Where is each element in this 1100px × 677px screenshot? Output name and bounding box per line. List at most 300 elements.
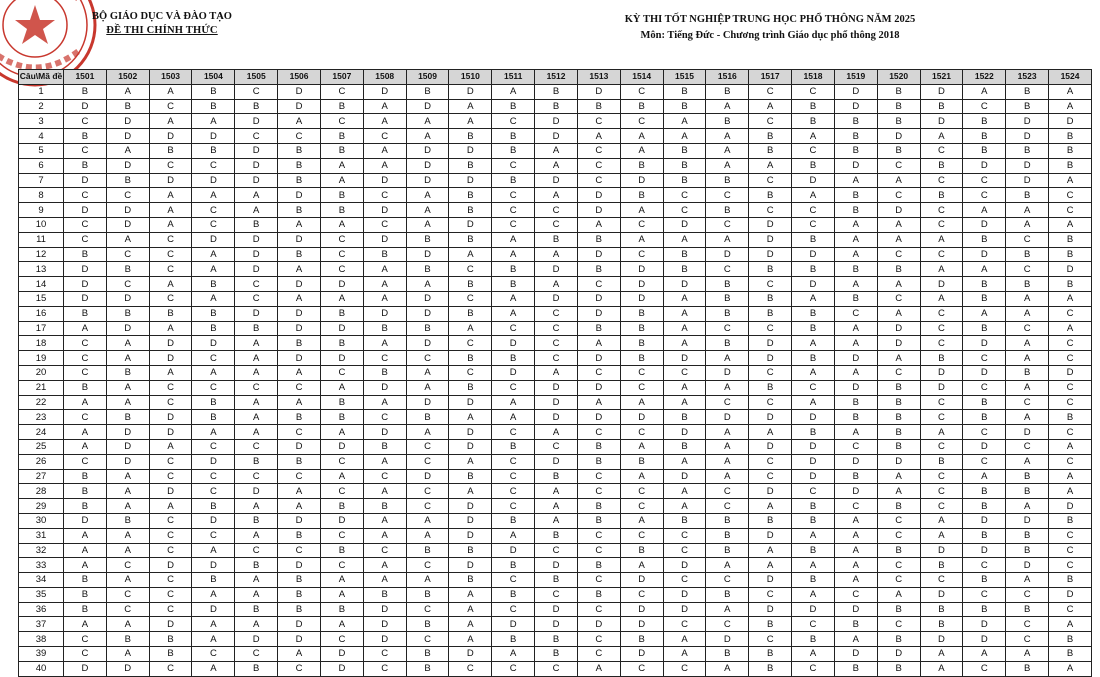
- answer-cell: D: [449, 143, 492, 158]
- answer-cell: B: [149, 306, 192, 321]
- answer-cell: A: [192, 587, 235, 602]
- answer-cell: B: [1006, 365, 1049, 380]
- answer-cell: B: [706, 528, 749, 543]
- answer-cell: B: [706, 306, 749, 321]
- answer-cell: A: [620, 439, 663, 454]
- answer-cell: B: [64, 129, 107, 144]
- answer-cell: B: [749, 129, 792, 144]
- question-number-cell: 32: [19, 543, 64, 558]
- answer-cell: B: [192, 499, 235, 514]
- answer-cell: D: [877, 203, 920, 218]
- answer-cell: C: [192, 484, 235, 499]
- answer-cell: D: [663, 217, 706, 232]
- answer-cell: A: [106, 143, 149, 158]
- answer-cell: D: [792, 602, 835, 617]
- answer-cell: B: [320, 306, 363, 321]
- answer-cell: C: [920, 439, 963, 454]
- answer-cell: B: [877, 395, 920, 410]
- answer-cell: B: [406, 262, 449, 277]
- answer-cell: B: [235, 217, 278, 232]
- table-row: [19, 365, 1092, 380]
- answer-cell: D: [406, 173, 449, 188]
- answer-cell: B: [963, 232, 1006, 247]
- question-number-cell: 33: [19, 558, 64, 573]
- table-row: [19, 602, 1092, 617]
- answer-cell: A: [1006, 454, 1049, 469]
- answer-cell: B: [663, 247, 706, 262]
- answer-cell: C: [920, 247, 963, 262]
- question-number-cell: 2: [19, 99, 64, 114]
- answer-cell: A: [535, 247, 578, 262]
- answer-cell: C: [449, 661, 492, 676]
- answer-cell: B: [577, 558, 620, 573]
- answer-cell: B: [620, 632, 663, 647]
- answer-cell: B: [792, 158, 835, 173]
- answer-cell: A: [235, 336, 278, 351]
- answer-cell: D: [278, 277, 321, 292]
- answer-cell: A: [834, 425, 877, 440]
- table-row: [19, 173, 1092, 188]
- answer-cell: D: [278, 439, 321, 454]
- answer-cell: A: [192, 661, 235, 676]
- answer-cell: C: [492, 573, 535, 588]
- answer-cell: A: [106, 232, 149, 247]
- answer-cell: D: [1049, 114, 1092, 129]
- answer-cell: B: [64, 484, 107, 499]
- answer-cell: A: [1006, 499, 1049, 514]
- answer-cell: D: [235, 114, 278, 129]
- answer-cell: B: [1006, 469, 1049, 484]
- answer-cell: B: [963, 277, 1006, 292]
- answer-cell: D: [663, 587, 706, 602]
- answer-cell: B: [706, 277, 749, 292]
- answer-cell: A: [64, 439, 107, 454]
- answer-cell: C: [749, 277, 792, 292]
- answer-cell: A: [749, 158, 792, 173]
- exam-code-header: 1513: [577, 70, 620, 85]
- answer-cell: C: [1049, 543, 1092, 558]
- answer-cell: A: [920, 232, 963, 247]
- answer-cell: D: [706, 632, 749, 647]
- answer-cell: C: [235, 469, 278, 484]
- answer-cell: C: [535, 217, 578, 232]
- answer-cell: A: [492, 306, 535, 321]
- answer-cell: A: [535, 143, 578, 158]
- answer-cell: B: [792, 632, 835, 647]
- answer-cell: A: [577, 395, 620, 410]
- answer-cell: A: [1006, 306, 1049, 321]
- answer-cell: D: [834, 454, 877, 469]
- answer-cell: B: [663, 84, 706, 99]
- answer-cell: B: [920, 602, 963, 617]
- answer-cell: B: [620, 543, 663, 558]
- answer-cell: B: [149, 632, 192, 647]
- answer-cell: D: [792, 454, 835, 469]
- answer-cell: B: [535, 573, 578, 588]
- answer-cell: D: [278, 306, 321, 321]
- answer-cell: C: [792, 84, 835, 99]
- answer-cell: B: [449, 129, 492, 144]
- answer-cell: C: [877, 528, 920, 543]
- answer-cell: A: [192, 262, 235, 277]
- answer-cell: C: [278, 661, 321, 676]
- answer-cell: D: [792, 277, 835, 292]
- answer-cell: B: [192, 321, 235, 336]
- answer-cell: C: [577, 647, 620, 662]
- answer-cell: D: [192, 232, 235, 247]
- answer-cell: D: [406, 291, 449, 306]
- answer-cell: B: [363, 247, 406, 262]
- document-status: ĐỀ THI CHÍNH THỨC: [106, 25, 218, 36]
- answer-cell: C: [320, 558, 363, 573]
- answer-cell: B: [749, 143, 792, 158]
- answer-cell: D: [363, 602, 406, 617]
- exam-code-header: 1505: [235, 70, 278, 85]
- answer-cell: B: [706, 336, 749, 351]
- answer-cell: C: [320, 232, 363, 247]
- answer-cell: A: [792, 336, 835, 351]
- question-number-cell: 4: [19, 129, 64, 144]
- answer-cell: B: [963, 602, 1006, 617]
- answer-cell: D: [106, 425, 149, 440]
- answer-cell: A: [449, 114, 492, 129]
- answer-cell: D: [449, 173, 492, 188]
- answer-cell: C: [663, 365, 706, 380]
- answer-cell: C: [235, 439, 278, 454]
- answer-cell: C: [749, 395, 792, 410]
- answer-cell: B: [620, 158, 663, 173]
- question-number-cell: 36: [19, 602, 64, 617]
- answer-cell: D: [1049, 365, 1092, 380]
- answer-cell: A: [834, 247, 877, 262]
- answer-cell: D: [449, 217, 492, 232]
- answer-cell: A: [1006, 336, 1049, 351]
- answer-cell: B: [235, 661, 278, 676]
- answer-cell: B: [877, 99, 920, 114]
- answer-cell: B: [192, 84, 235, 99]
- answer-cell: D: [192, 602, 235, 617]
- answer-cell: A: [706, 558, 749, 573]
- answer-cell: D: [535, 395, 578, 410]
- answer-cell: D: [235, 143, 278, 158]
- answer-cell: D: [64, 262, 107, 277]
- exam-code-header: 1521: [920, 70, 963, 85]
- answer-cell: C: [278, 129, 321, 144]
- answer-cell: C: [106, 188, 149, 203]
- answer-cell: B: [449, 351, 492, 366]
- answer-cell: B: [706, 114, 749, 129]
- answer-cell: D: [706, 410, 749, 425]
- answer-cell: D: [877, 129, 920, 144]
- answer-cell: C: [877, 291, 920, 306]
- answer-cell: A: [1006, 291, 1049, 306]
- answer-cell: D: [1049, 262, 1092, 277]
- answer-cell: B: [834, 129, 877, 144]
- answer-cell: A: [406, 114, 449, 129]
- answer-cell: A: [1049, 617, 1092, 632]
- answer-cell: B: [1006, 143, 1049, 158]
- answer-cell: A: [834, 513, 877, 528]
- answer-cell: B: [235, 321, 278, 336]
- question-number-cell: 34: [19, 573, 64, 588]
- question-number-cell: 18: [19, 336, 64, 351]
- table-row: [19, 587, 1092, 602]
- answer-cell: C: [64, 336, 107, 351]
- answer-cell: C: [406, 439, 449, 454]
- answer-cell: C: [192, 158, 235, 173]
- answer-cell: B: [192, 99, 235, 114]
- answer-cell: B: [749, 661, 792, 676]
- answer-cell: D: [663, 469, 706, 484]
- answer-cell: B: [363, 321, 406, 336]
- answer-cell: D: [363, 425, 406, 440]
- answer-cell: C: [834, 499, 877, 514]
- answer-cell: D: [106, 661, 149, 676]
- answer-cell: B: [577, 321, 620, 336]
- answer-cell: C: [620, 217, 663, 232]
- answer-cell: A: [1006, 380, 1049, 395]
- answer-cell: D: [492, 543, 535, 558]
- answer-cell: C: [535, 587, 578, 602]
- answer-cell: D: [963, 247, 1006, 262]
- answer-cell: B: [963, 395, 1006, 410]
- answer-cell: D: [149, 484, 192, 499]
- answer-cell: C: [149, 543, 192, 558]
- answer-cell: C: [1049, 602, 1092, 617]
- answer-cell: A: [706, 602, 749, 617]
- answer-cell: C: [620, 425, 663, 440]
- answer-cell: C: [1049, 528, 1092, 543]
- answer-cell: D: [106, 129, 149, 144]
- answer-cell: D: [64, 277, 107, 292]
- answer-cell: B: [278, 602, 321, 617]
- answer-cell: A: [792, 365, 835, 380]
- exam-code-header: 1501: [64, 70, 107, 85]
- answer-cell: A: [620, 395, 663, 410]
- answer-cell: C: [235, 129, 278, 144]
- answer-cell: D: [620, 617, 663, 632]
- table-row: [19, 291, 1092, 306]
- answer-cell: C: [406, 484, 449, 499]
- answer-cell: A: [192, 617, 235, 632]
- question-number-cell: 8: [19, 188, 64, 203]
- answer-cell: A: [663, 306, 706, 321]
- exam-code-header: 1509: [406, 70, 449, 85]
- answer-cell: C: [235, 277, 278, 292]
- answer-cell: C: [749, 114, 792, 129]
- answer-cell: B: [877, 425, 920, 440]
- answer-cell: A: [749, 99, 792, 114]
- answer-cell: A: [320, 291, 363, 306]
- answer-cell: A: [320, 380, 363, 395]
- answer-cell: B: [320, 99, 363, 114]
- table-row: [19, 454, 1092, 469]
- answer-cell: C: [920, 143, 963, 158]
- answer-cell: A: [577, 129, 620, 144]
- answer-cell: C: [963, 351, 1006, 366]
- answer-cell: B: [235, 558, 278, 573]
- answer-cell: C: [406, 632, 449, 647]
- answer-cell: C: [106, 558, 149, 573]
- answer-cell: A: [106, 617, 149, 632]
- answer-cell: D: [963, 617, 1006, 632]
- answer-cell: A: [363, 262, 406, 277]
- answer-cell: C: [920, 217, 963, 232]
- answer-cell: B: [1006, 84, 1049, 99]
- answer-cell: A: [920, 647, 963, 662]
- table-row: [19, 232, 1092, 247]
- answer-cell: D: [877, 336, 920, 351]
- answer-cell: D: [535, 129, 578, 144]
- answer-cell: D: [663, 602, 706, 617]
- answer-cell: A: [149, 114, 192, 129]
- answer-cell: B: [406, 587, 449, 602]
- answer-cell: B: [106, 306, 149, 321]
- answer-cell: B: [64, 306, 107, 321]
- answer-cell: A: [706, 351, 749, 366]
- answer-cell: C: [1049, 351, 1092, 366]
- answer-cell: A: [1049, 439, 1092, 454]
- answer-cell: A: [363, 143, 406, 158]
- answer-cell: B: [64, 380, 107, 395]
- answer-cell: C: [363, 647, 406, 662]
- answer-cell: B: [64, 602, 107, 617]
- table-row: [19, 336, 1092, 351]
- answer-cell: C: [706, 395, 749, 410]
- answer-cell: B: [620, 306, 663, 321]
- answer-cell: B: [492, 262, 535, 277]
- answer-cell: C: [363, 543, 406, 558]
- answer-cell: B: [1049, 247, 1092, 262]
- answer-cell: B: [406, 232, 449, 247]
- answer-cell: C: [149, 513, 192, 528]
- answer-cell: B: [492, 439, 535, 454]
- answer-cell: C: [877, 573, 920, 588]
- answer-cell: D: [834, 351, 877, 366]
- answer-cell: A: [64, 558, 107, 573]
- exam-subject: Môn: Tiếng Đức - Chương trình Giáo dục phổ thông 2018: [640, 30, 900, 41]
- answer-cell: A: [235, 573, 278, 588]
- answer-cell: B: [406, 617, 449, 632]
- answer-cell: A: [920, 425, 963, 440]
- answer-cell: A: [64, 425, 107, 440]
- answer-cell: C: [749, 632, 792, 647]
- answer-cell: C: [64, 647, 107, 662]
- answer-cell: C: [1006, 617, 1049, 632]
- answer-cell: D: [64, 291, 107, 306]
- table-row: [19, 129, 1092, 144]
- answer-cell: B: [834, 395, 877, 410]
- answer-cell: B: [749, 262, 792, 277]
- answer-cell: B: [492, 558, 535, 573]
- answer-cell: C: [577, 602, 620, 617]
- answer-cell: B: [706, 84, 749, 99]
- answer-cell: A: [192, 632, 235, 647]
- answer-cell: D: [1006, 513, 1049, 528]
- answer-cell: C: [192, 217, 235, 232]
- answer-cell: C: [492, 661, 535, 676]
- answer-cell: A: [363, 454, 406, 469]
- answer-cell: C: [278, 425, 321, 440]
- answer-cell: B: [278, 158, 321, 173]
- answer-cell: C: [64, 351, 107, 366]
- answer-cell: C: [492, 454, 535, 469]
- exam-code-header: 1515: [663, 70, 706, 85]
- answer-cell: C: [620, 247, 663, 262]
- answer-cell: A: [363, 573, 406, 588]
- answer-cell: A: [920, 129, 963, 144]
- answer-cell: B: [449, 543, 492, 558]
- question-number-cell: 30: [19, 513, 64, 528]
- answer-cell: D: [834, 99, 877, 114]
- answer-cell: B: [1006, 528, 1049, 543]
- org-name: BỘ GIÁO DỤC VÀ ĐÀO TẠO: [92, 11, 232, 22]
- answer-cell: B: [278, 528, 321, 543]
- answer-cell: D: [749, 573, 792, 588]
- answer-cell: A: [834, 558, 877, 573]
- answer-cell: C: [320, 114, 363, 129]
- answer-cell: C: [149, 262, 192, 277]
- table-row: [19, 439, 1092, 454]
- answer-cell: D: [1006, 114, 1049, 129]
- answer-cell: B: [663, 439, 706, 454]
- answer-cell: D: [149, 351, 192, 366]
- table-row: [19, 262, 1092, 277]
- answer-cell: B: [406, 410, 449, 425]
- answer-cell: C: [535, 203, 578, 218]
- answer-cell: A: [449, 617, 492, 632]
- answer-cell: A: [449, 484, 492, 499]
- answer-cell: B: [320, 143, 363, 158]
- answer-cell: D: [235, 484, 278, 499]
- answer-cell: A: [449, 602, 492, 617]
- answer-cell: D: [749, 336, 792, 351]
- answer-cell: C: [663, 617, 706, 632]
- answer-cell: B: [877, 602, 920, 617]
- answer-cell: A: [492, 247, 535, 262]
- answer-cell: B: [749, 306, 792, 321]
- answer-cell: C: [620, 587, 663, 602]
- answer-cell: A: [64, 321, 107, 336]
- answer-cell: A: [663, 395, 706, 410]
- question-number-cell: 1: [19, 84, 64, 99]
- answer-cell: B: [64, 247, 107, 262]
- answer-cell: D: [963, 543, 1006, 558]
- answer-cell: B: [577, 99, 620, 114]
- answer-cell: A: [106, 469, 149, 484]
- answer-cell: A: [449, 99, 492, 114]
- answer-cell: B: [577, 262, 620, 277]
- answer-cell: B: [920, 351, 963, 366]
- answer-cell: A: [877, 351, 920, 366]
- answer-cell: D: [106, 321, 149, 336]
- exam-code-header: 1512: [535, 70, 578, 85]
- question-number-cell: 26: [19, 454, 64, 469]
- answer-cell: C: [406, 499, 449, 514]
- question-number-cell: 12: [19, 247, 64, 262]
- answer-cell: C: [406, 602, 449, 617]
- answer-cell: D: [492, 617, 535, 632]
- answer-cell: C: [192, 528, 235, 543]
- table-row: [19, 351, 1092, 366]
- answer-cell: B: [792, 543, 835, 558]
- answer-cell: A: [320, 573, 363, 588]
- answer-cell: C: [149, 528, 192, 543]
- answer-cell: D: [149, 410, 192, 425]
- answer-cell: B: [320, 336, 363, 351]
- exam-code-header: 1522: [963, 70, 1006, 85]
- answer-cell: A: [663, 321, 706, 336]
